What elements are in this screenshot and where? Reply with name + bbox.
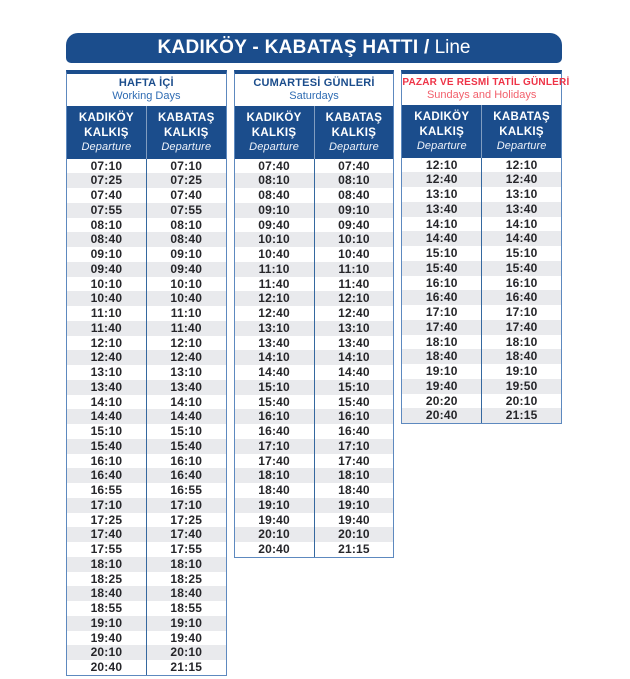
timetable-row <box>67 218 226 233</box>
time-cell: 20:40 <box>425 408 458 423</box>
time-cell: 18:40 <box>481 349 561 364</box>
header-port-name: KADIKÖY <box>414 111 470 123</box>
timetable-row <box>67 409 226 424</box>
time-cell: 15:10 <box>481 246 561 261</box>
time-cell: 16:40 <box>481 290 561 305</box>
time-cell: 19:40 <box>425 378 458 393</box>
time-cell: 15:10 <box>146 424 226 439</box>
time-cell: 16:10 <box>90 453 123 468</box>
time-cell: 17:55 <box>90 542 123 557</box>
header-kadikoy-departure <box>67 106 146 159</box>
timetable-row <box>67 616 226 631</box>
time-cell: 16:10 <box>314 409 394 424</box>
time-cell: 14:10 <box>425 216 458 231</box>
timetable-row <box>67 542 226 557</box>
timetable-row <box>235 350 394 365</box>
header-kalkis-label: KALKIŞ <box>331 126 377 139</box>
time-cell: 07:25 <box>90 173 123 188</box>
timetable-row <box>235 454 394 469</box>
timetable-row <box>402 379 561 394</box>
time-cell: 09:10 <box>146 247 226 262</box>
time-cell: 12:40 <box>481 172 561 187</box>
timetable-row <box>235 468 394 483</box>
time-cell: 15:10 <box>314 380 394 395</box>
header-kalkis-label: KALKIŞ <box>84 126 129 139</box>
time-cell: 19:10 <box>90 615 123 630</box>
timetable-row <box>402 187 561 202</box>
timetable-row <box>235 291 394 306</box>
time-cell: 07:10 <box>90 158 123 173</box>
time-cell: 17:10 <box>258 438 290 453</box>
time-cell: 20:10 <box>90 645 123 660</box>
time-cell: 11:40 <box>90 320 122 335</box>
time-cell: 12:10 <box>90 335 123 350</box>
time-cell: 08:10 <box>314 173 394 188</box>
time-cell: 13:10 <box>90 365 123 380</box>
timetable-row <box>67 454 226 469</box>
time-cell: 08:40 <box>258 188 290 203</box>
time-cell: 19:10 <box>146 616 226 631</box>
time-cell: 10:10 <box>314 232 394 247</box>
time-cell: 19:10 <box>258 497 290 512</box>
timetable-row <box>235 542 394 557</box>
time-cell: 16:10 <box>258 409 290 424</box>
time-cell: 14:40 <box>258 365 290 380</box>
timetable-row <box>402 305 561 320</box>
header-kabatas-departure <box>146 106 226 159</box>
timetable-row <box>235 365 394 380</box>
day-label-en: Saturdays <box>289 90 339 102</box>
time-cell: 15:40 <box>425 260 458 275</box>
time-cell: 10:40 <box>258 247 290 262</box>
timetable-row <box>235 306 394 321</box>
time-cell: 09:10 <box>258 202 290 217</box>
line-title-en: Line <box>434 37 471 58</box>
time-cell: 20:10 <box>314 527 394 542</box>
day-band-working-days <box>67 74 226 106</box>
timetable-row <box>235 247 394 262</box>
time-cell: 10:10 <box>146 277 226 292</box>
time-cell: 10:40 <box>146 291 226 306</box>
line-title: KADIKÖY - KABATAŞ HATTI / <box>157 37 430 58</box>
timetable-row <box>402 349 561 364</box>
timetable-row <box>67 262 226 277</box>
time-cell: 17:40 <box>425 319 458 334</box>
time-cell: 17:40 <box>314 454 394 469</box>
time-cell: 19:10 <box>314 498 394 513</box>
time-cell: 18:40 <box>314 483 394 498</box>
timetable-row <box>235 527 394 542</box>
time-cell: 19:10 <box>425 364 458 379</box>
time-cell: 17:40 <box>258 453 290 468</box>
time-cell: 13:10 <box>481 187 561 202</box>
time-cell: 20:10 <box>146 645 226 660</box>
time-cell: 20:10 <box>258 527 290 542</box>
time-cell: 18:40 <box>425 349 458 364</box>
time-cell: 20:20 <box>425 393 458 408</box>
time-cell: 16:10 <box>425 275 458 290</box>
timetable-saturdays <box>234 70 395 558</box>
time-cell: 08:40 <box>146 232 226 247</box>
time-cell: 13:10 <box>258 320 290 335</box>
timetable-row <box>402 276 561 291</box>
time-cell: 18:40 <box>90 586 123 601</box>
time-cell: 15:40 <box>146 439 226 454</box>
header-kadikoy-departure <box>402 105 481 158</box>
time-cell: 11:40 <box>146 321 226 336</box>
day-label-tr: HAFTA İÇİ <box>118 77 174 89</box>
time-cell: 11:40 <box>258 276 290 291</box>
time-cell: 18:40 <box>258 483 290 498</box>
timetable-row <box>67 586 226 601</box>
header-departure-label: Departure <box>161 141 212 154</box>
timetable-sundays-holidays <box>401 70 570 424</box>
timetable-row <box>67 336 226 351</box>
time-cell: 17:10 <box>90 497 123 512</box>
timetable-row <box>67 513 226 528</box>
time-cell: 09:10 <box>314 203 394 218</box>
time-cell: 10:10 <box>258 232 290 247</box>
time-cell: 09:40 <box>90 261 123 276</box>
header-departure-label: Departure <box>496 140 547 153</box>
time-cell: 16:40 <box>90 468 123 483</box>
timetable-row <box>67 572 226 587</box>
time-cell: 17:25 <box>146 513 226 528</box>
time-cell: 21:15 <box>314 542 394 557</box>
timetable-row <box>67 468 226 483</box>
timetable-row <box>235 173 394 188</box>
time-cell: 18:10 <box>425 334 458 349</box>
timetable-row <box>235 159 394 174</box>
timetable-row <box>67 439 226 454</box>
timetable-row <box>67 631 226 646</box>
timetable-row <box>67 159 226 174</box>
time-cell: 21:15 <box>481 408 561 423</box>
timetable-row <box>67 380 226 395</box>
header-departure-label: Departure <box>329 141 379 154</box>
header-kalkis-label: KALKIŞ <box>419 125 465 138</box>
time-cell: 19:50 <box>481 379 561 394</box>
time-cell: 18:25 <box>146 572 226 587</box>
time-cell: 15:10 <box>258 379 290 394</box>
timetable-row <box>67 232 226 247</box>
timetable-row <box>67 601 226 616</box>
timetable-row <box>67 557 226 572</box>
header-port-name: KADIKÖY <box>246 112 302 124</box>
timetable-row <box>235 380 394 395</box>
timetable-row <box>402 172 561 187</box>
timetable-row <box>402 335 561 350</box>
time-cell: 07:55 <box>90 202 123 217</box>
timetable-row <box>67 645 226 660</box>
time-cell: 20:10 <box>481 394 561 409</box>
header-departure-label: Departure <box>81 141 132 154</box>
time-cell: 07:55 <box>146 203 226 218</box>
time-cell: 11:10 <box>258 261 290 276</box>
time-cell: 12:40 <box>90 350 123 365</box>
time-cell: 19:40 <box>90 630 123 645</box>
timetable-row <box>67 365 226 380</box>
time-cell: 14:40 <box>425 231 458 246</box>
day-band-saturdays <box>235 74 394 106</box>
time-cell: 09:10 <box>90 247 123 262</box>
timetable-row <box>402 246 561 261</box>
timetable-row <box>67 306 226 321</box>
timetable-row <box>235 277 394 292</box>
time-cell: 12:40 <box>425 172 458 187</box>
time-cell: 07:25 <box>146 173 226 188</box>
timetable-row <box>67 483 226 498</box>
day-label-tr: CUMARTESİ GÜNLERİ <box>253 77 375 89</box>
time-cell: 21:15 <box>146 660 226 675</box>
time-cell: 08:40 <box>90 232 123 247</box>
time-cell: 13:10 <box>425 187 458 202</box>
time-cell: 18:25 <box>90 571 123 586</box>
timetable-columns <box>66 70 570 676</box>
time-cell: 20:40 <box>90 660 123 675</box>
time-cell: 15:40 <box>258 394 290 409</box>
time-cell: 08:10 <box>90 217 123 232</box>
timetable-sheet <box>66 33 570 676</box>
day-band-sundays-holidays <box>402 74 570 105</box>
header-kalkis-label: KALKIŞ <box>251 126 297 139</box>
timetable-row <box>402 394 561 409</box>
time-cell: 18:10 <box>146 557 226 572</box>
time-cell: 14:10 <box>314 350 394 365</box>
time-cell: 08:10 <box>146 218 226 233</box>
timetable-row <box>67 527 226 542</box>
time-cell: 09:40 <box>146 262 226 277</box>
timetable-row <box>67 188 226 203</box>
time-cell: 18:10 <box>481 335 561 350</box>
time-cell: 11:10 <box>314 262 394 277</box>
timetable-row <box>67 321 226 336</box>
timetable-row <box>402 202 561 217</box>
time-cell: 15:10 <box>90 424 123 439</box>
time-cell: 15:40 <box>481 261 561 276</box>
time-cell: 14:40 <box>90 409 123 424</box>
time-cell: 13:40 <box>146 380 226 395</box>
timetable-row <box>402 320 561 335</box>
timetable-row <box>235 409 394 424</box>
time-cell: 11:10 <box>146 306 226 321</box>
timetable-row <box>402 290 561 305</box>
timetable-row <box>67 498 226 513</box>
header-port-name: KABATAŞ <box>157 112 215 124</box>
timetable-row <box>235 483 394 498</box>
timetable-row <box>235 498 394 513</box>
timetable-row <box>235 395 394 410</box>
timetable-row <box>235 321 394 336</box>
timetable-row <box>67 424 226 439</box>
time-cell: 12:10 <box>481 158 561 173</box>
time-cell: 16:40 <box>146 468 226 483</box>
time-cell: 14:40 <box>146 409 226 424</box>
timetable-row <box>235 513 394 528</box>
timetable-row <box>402 217 561 232</box>
time-cell: 17:55 <box>146 542 226 557</box>
time-cell: 12:10 <box>258 291 290 306</box>
time-cell: 10:40 <box>90 291 123 306</box>
time-cell: 19:40 <box>314 513 394 528</box>
time-cell: 15:40 <box>90 438 123 453</box>
time-cell: 15:10 <box>425 246 458 261</box>
time-cell: 07:40 <box>146 188 226 203</box>
time-cell: 13:40 <box>425 201 458 216</box>
timetable-row <box>67 660 226 675</box>
time-cell: 13:40 <box>481 202 561 217</box>
timetable-row <box>235 218 394 233</box>
time-cell: 11:40 <box>314 277 394 292</box>
table-header <box>67 106 226 159</box>
time-cell: 14:10 <box>481 217 561 232</box>
header-kabatas-departure <box>481 105 561 158</box>
time-cell: 11:10 <box>90 306 122 321</box>
time-cell: 12:10 <box>314 291 394 306</box>
time-cell: 13:40 <box>258 335 290 350</box>
time-cell: 18:10 <box>314 468 394 483</box>
time-cell: 18:55 <box>146 601 226 616</box>
time-cell: 13:10 <box>146 365 226 380</box>
time-cell: 17:10 <box>146 498 226 513</box>
time-cell: 12:10 <box>146 336 226 351</box>
time-cell: 12:40 <box>146 350 226 365</box>
time-cell: 12:10 <box>425 157 458 172</box>
timetable-row <box>67 395 226 410</box>
time-cell: 20:40 <box>258 542 290 557</box>
time-cell: 13:10 <box>314 321 394 336</box>
timetable-row <box>67 350 226 365</box>
time-cell: 07:10 <box>146 159 226 174</box>
time-cell: 19:10 <box>481 364 561 379</box>
timetable-row <box>402 261 561 276</box>
time-cell: 16:40 <box>314 424 394 439</box>
timetable-row <box>235 188 394 203</box>
timetable-row <box>402 408 561 423</box>
time-cell: 14:10 <box>258 350 290 365</box>
time-cell: 12:40 <box>314 306 394 321</box>
day-label-tr: PAZAR VE RESMİ TATİL GÜNLERİ <box>402 77 570 88</box>
time-cell: 17:40 <box>90 527 123 542</box>
time-cell: 18:55 <box>90 601 123 616</box>
time-cell: 10:10 <box>90 276 123 291</box>
header-port-name: KADIKÖY <box>78 112 134 124</box>
time-cell: 09:40 <box>258 217 290 232</box>
time-cell: 19:40 <box>146 631 226 646</box>
time-cell: 08:10 <box>258 173 290 188</box>
timetable-working-days <box>66 70 227 676</box>
time-cell: 16:10 <box>481 276 561 291</box>
day-label-en: Working Days <box>112 90 181 102</box>
time-cell: 12:40 <box>258 306 290 321</box>
time-cell: 08:40 <box>314 188 394 203</box>
header-departure-label: Departure <box>416 140 467 153</box>
timetable-row <box>235 262 394 277</box>
time-cell: 14:10 <box>146 395 226 410</box>
header-port-name: KABATAŞ <box>325 112 383 124</box>
time-cell: 17:40 <box>146 527 226 542</box>
time-cell: 18:10 <box>258 468 290 483</box>
header-kadikoy-departure <box>235 106 314 159</box>
time-cell: 17:40 <box>481 320 561 335</box>
timetable-row <box>67 173 226 188</box>
time-cell: 16:40 <box>425 290 458 305</box>
time-rows <box>235 159 394 557</box>
timetable-row <box>235 232 394 247</box>
time-cell: 18:10 <box>90 556 123 571</box>
timetable-row <box>67 291 226 306</box>
time-cell: 17:25 <box>90 512 123 527</box>
timetable-row <box>235 439 394 454</box>
time-cell: 09:40 <box>314 218 394 233</box>
time-cell: 17:10 <box>425 305 458 320</box>
time-cell: 16:40 <box>258 424 290 439</box>
time-cell: 13:40 <box>314 336 394 351</box>
header-kalkis-label: KALKIŞ <box>163 126 209 139</box>
time-rows <box>402 158 561 424</box>
time-cell: 16:55 <box>146 483 226 498</box>
table-header <box>402 105 561 158</box>
timetable-row <box>67 277 226 292</box>
table-header <box>235 106 394 159</box>
time-cell: 14:40 <box>314 365 394 380</box>
timetable-row <box>402 158 561 173</box>
time-cell: 15:40 <box>314 395 394 410</box>
time-cell: 16:55 <box>90 483 123 498</box>
time-cell: 16:10 <box>146 454 226 469</box>
timetable-row <box>235 336 394 351</box>
title-bar <box>66 33 562 63</box>
time-cell: 10:40 <box>314 247 394 262</box>
time-cell: 07:40 <box>258 158 290 173</box>
time-cell: 13:40 <box>90 379 123 394</box>
time-cell: 14:10 <box>90 394 123 409</box>
time-cell: 18:40 <box>146 586 226 601</box>
time-cell: 17:10 <box>481 305 561 320</box>
timetable-row <box>67 247 226 262</box>
header-kalkis-label: KALKIŞ <box>499 125 544 138</box>
timetable-row <box>402 231 561 246</box>
time-cell: 14:40 <box>481 231 561 246</box>
timetable-row <box>235 424 394 439</box>
timetable-row <box>67 203 226 218</box>
time-cell: 19:40 <box>258 512 290 527</box>
time-cell: 17:10 <box>314 439 394 454</box>
header-departure-label: Departure <box>249 141 299 154</box>
time-cell: 07:40 <box>90 188 123 203</box>
timetable-row <box>235 203 394 218</box>
header-kabatas-departure <box>314 106 394 159</box>
time-cell: 07:40 <box>314 159 394 174</box>
header-port-name: KABATAŞ <box>493 111 550 123</box>
day-label-en: Sundays and Holidays <box>426 89 537 101</box>
timetable-row <box>402 364 561 379</box>
time-rows <box>67 159 226 675</box>
